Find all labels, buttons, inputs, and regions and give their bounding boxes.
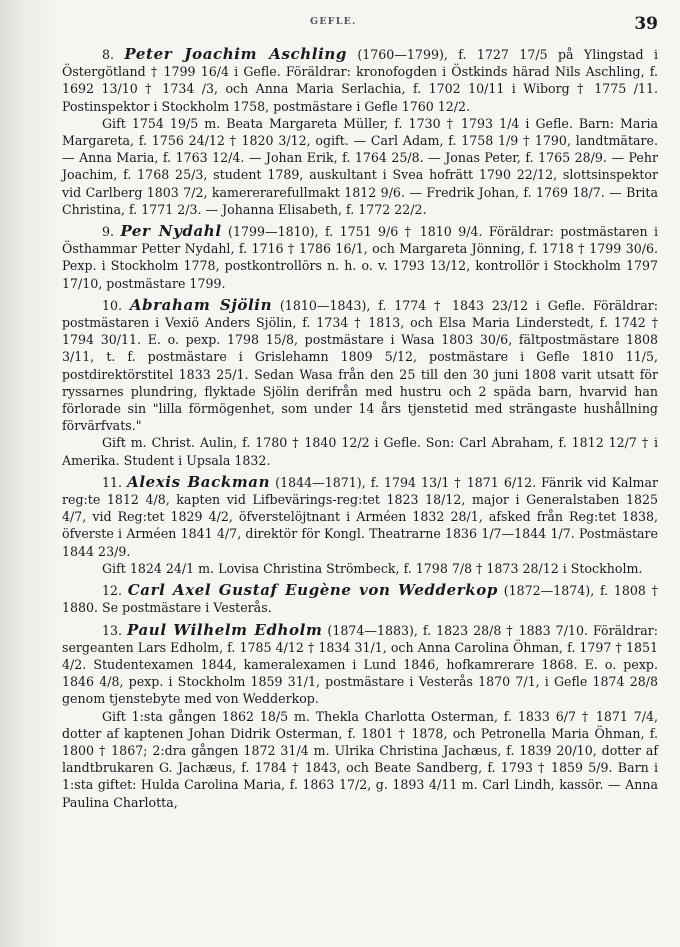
entry-text: (1810—1843), f. 1774 † 1843 23/12 i Gefle. Föräldrar: postmästaren i Vexiö Anders Sjölin, f. 1734 † 1813, och Elsa Maria Linderstedt, f. 1742 † 1794 30/11. E. o. pexp. 1798 15/8, postmästare i Wasa 1803 30/6, fältpostmästare 1808 3/11, t. f. postmästare i Grislehamn 1809 5/12, postmästare i Gefle 1810 11/5, postdirektörstitel 1833 25/1. Sedan Wasa från den 25 till den 30 juni 1808 varit utsatt för ryssarnes plundring, flyktade Sjölin derifrån med hustru och 2 späda barn, hvarvid han förlorade sin "lilla förmögenhet, som under 14 års tjenstetid med strängaste hushållning förvärfvats." (62, 297, 658, 434)
entry-text: (1760—1799), f. 1727 17/5 på Ylingstad i Östergötland † 1799 16/4 i Gefle. Föräldrar: kronofogden i Östkinds härad Nils Aschling, f. 1692 13/10 † 1734 /3, och Anna Maria Serlachia, f. 1702 10/11 i Wiborg † 1775 /11. Postinspektor i Stockholm 1758, postmästare i Gefle 1760 12/2. (62, 47, 658, 114)
entry-number: 10. (102, 297, 123, 313)
entry-number: 11. (102, 474, 123, 490)
entry-11 (62, 474, 658, 577)
entry-text: (1799—1810), f. 1751 9/6 † 1810 9/4. Föräldrar: postmästaren i Östhammar Petter Nydahl, f. 1716 † 1786 16/1, och Margareta Jönning, f. 1718 † 1799 30/6. Pexp. i Stockholm 1778, postkontrollörs n. h. o. v. 1793 13/12, kontrollör i Stockholm 1797 17/10, postmästare 1799. (62, 224, 658, 291)
entry-name: Alexis Backman (127, 472, 271, 491)
entry-text: (1874—1883), f. 1823 28/8 † 1883 7/10. Föräldrar: sergeanten Lars Edholm, f. 1785 4/12 † 1834 31/1, och Anna Carolina Öhman, f. 1797 † 1851 4/2. Studentexamen 1844, kameralexamen i Lund 1846, hofkamrerare 1868. E. o. pexp. 1846 4/8, pexp. i Stockholm 1859 31/1, postmästare i Vesterås 1870 7/1, i Gefle 1874 28/8 genom tjenstebyte med von Wedderkop. (62, 622, 658, 707)
entry-number: 12. (102, 583, 123, 599)
entry-number: 8. (102, 47, 115, 62)
entry-text: Gift 1754 19/5 m. Beata Margareta Müller, f. 1730 † 1793 1/4 i Gefle. Barn: Maria Margareta, f. 1756 24/12 † 1820 3/12, ogift. — Carl Adam, f. 1758 1/9 † 1790, landtmätare. — Anna Maria, f. 1763 12/4. — Johan Erik, f. 1764 25/8. — Jonas Peter, f. 1765 28/9. — Pehr Joachim, f. 1768 25/3, student 1789, auskultant i Svea hofrätt 1790 22/12, slottsinspektor vid Carlberg 1803 7/2, kamererarefullmakt 1812 9/6. — Fredrik Johan, f. 1769 18/7. — Brita Christina, f. 1771 2/3. — Johanna Elisabeth, f. 1772 22/2. (62, 115, 658, 217)
running-header (62, 14, 658, 38)
entry-8 (62, 46, 658, 218)
entry-number: 13. (102, 622, 123, 638)
entry-12 (62, 582, 658, 616)
entry-text: Gift 1824 24/1 m. Lovisa Christina Strömbeck, f. 1798 7/8 † 1873 28/12 i Stockholm. (102, 560, 643, 576)
entry-10 (62, 297, 658, 469)
entry-name: Carl Axel Gustaf Eugène von Wedderkop (127, 581, 498, 600)
page-number: 39 (634, 14, 658, 34)
header-title: GEFLE. (310, 16, 357, 27)
entry-text: (1844—1871), f. 1794 13/1 † 1871 6/12. Fänrik vid Kalmar reg:te 1812 4/8, kapten vid Lifbevärings-reg:tet 1823 18/12, major i Generalstaben 1825 4/7, vid Reg:tet 1829 4/2, öfverstelöjtnant i Arméen 1832 28/1, afsked från Reg:tet 1838, öfverste i Arméen 1841 4/7, direktör för Kongl. Theatrarne 1836 1/7—1844 1/7. Postmästare 1844 23/9. (62, 474, 659, 559)
entry-name: Per Nydahl (120, 222, 222, 241)
entry-number: 9. (102, 224, 115, 240)
entry-name: Abraham Sjölin (129, 295, 273, 314)
entry-9 (62, 223, 658, 292)
entry-name: Paul Wilhelm Edholm (127, 620, 323, 639)
entry-name: Peter Joachim Aschling (124, 45, 347, 63)
entry-text: Gift m. Christ. Aulin, f. 1780 † 1840 12/2 i Gefle. Son: Carl Abraham, f. 1812 12/7 † i Amerika. Student i Upsala 1832. (62, 435, 658, 468)
entry-text: Gift 1:sta gången 1862 18/5 m. Thekla Charlotta Osterman, f. 1833 6/7 † 1871 7/4, dotter af kaptenen Johan Didrik Osterman, f. 1801 † 1878, och Petronella Maria Öhman, f. 1800 † 1867; 2:dra gången 1872 31/4 m. Ulrika Christina Jachæus, f. 1839 20/10, dotter af landtbrukaren G. Jachæus, f. 1784 † 1843, och Beate Sandberg, f. 1793 † 1859 5/9. Barn i 1:sta giftet: Hulda Carolina Maria, f. 1863 17/2, g. 1893 4/11 m. Carl Lindh, kassör. — Anna Paulina Charlotta, (62, 708, 658, 810)
entry-text: (1872—1874), f. 1808 † 1880. Se postmästare i Vesterås. (62, 583, 658, 616)
entry-13 (62, 622, 658, 811)
